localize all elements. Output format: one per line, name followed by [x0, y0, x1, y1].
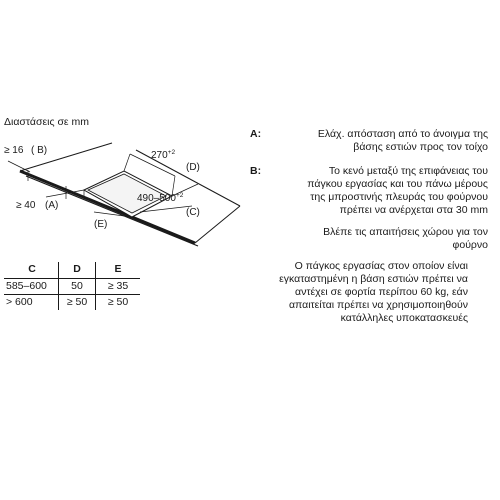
- note-a-line: βάσης εστιών προς τον τοίχο: [353, 141, 488, 153]
- table-header-c: C: [4, 262, 59, 279]
- table-header-e: E: [96, 262, 141, 279]
- table-cell: ≥ 35: [96, 279, 141, 295]
- label-depth: $490-500^{+2}$: [137, 192, 184, 204]
- note-a-key: A:: [250, 128, 262, 140]
- load-info-line: Ο πάγκος εργασίας στον οποίον είναι: [294, 260, 468, 272]
- label-e: (E): [94, 219, 108, 230]
- label-gap-front: ≥ 40: [16, 200, 36, 211]
- table-row: [4, 279, 140, 295]
- table-cell: ≥ 50: [59, 295, 96, 311]
- dimensions-table: [4, 262, 140, 310]
- table-header-d: D: [59, 262, 96, 279]
- table-header-row: [4, 262, 140, 279]
- note-b-line: πρέπει να ανέρχεται στα 30 mm: [339, 204, 488, 216]
- notes: [250, 128, 490, 252]
- note-b-line: της μπροστινής πλευράς του φούρνου: [310, 191, 488, 203]
- oven-reference-line: φούρνο: [452, 239, 488, 251]
- dimensions-title: Διαστάσεις σε mm: [4, 116, 90, 128]
- label-c: (C): [186, 207, 200, 218]
- table-row: [4, 295, 140, 311]
- table-cell: 50: [59, 279, 96, 295]
- load-info-line: εγκαταστημένη η βάση εστιών πρέπει να: [279, 273, 468, 285]
- label-a: (A): [45, 200, 59, 211]
- load-info-line: απαιτείται πρέπει να χρησιμοποιηθούν: [288, 299, 468, 311]
- installation-drawing: [0, 130, 250, 250]
- note-b-key: B:: [250, 165, 262, 177]
- label-d: (D): [186, 162, 200, 173]
- note-b: [250, 165, 490, 217]
- table-cell: ≥ 50: [96, 295, 141, 311]
- load-info-line: κατάλληλες υποκατασκευές: [340, 312, 468, 324]
- oven-reference: [250, 226, 488, 252]
- oven-reference-line: Βλέπε τις απαιτήσεις χώρου για τον: [323, 226, 488, 238]
- note-a: [250, 128, 490, 154]
- load-info-line: αντέχει σε φορτία περίπου 60 kg, εάν: [295, 286, 468, 298]
- label-b: ( B): [31, 145, 48, 156]
- label-width: $270^{+2}$: [151, 149, 176, 161]
- label-gap-top: ≥ 16: [4, 145, 24, 156]
- table-cell: > 600: [6, 296, 33, 308]
- note-b-line: Το κενό μεταξύ της επιφάνειας του: [328, 165, 488, 177]
- note-a-line: Ελάχ. απόσταση από το άνοιγμα της: [317, 128, 488, 140]
- load-info: [250, 260, 468, 325]
- table-cell: 585–600: [4, 279, 59, 295]
- note-b-line: πάγκου εργασίας και του πάνω μέρους: [307, 178, 488, 190]
